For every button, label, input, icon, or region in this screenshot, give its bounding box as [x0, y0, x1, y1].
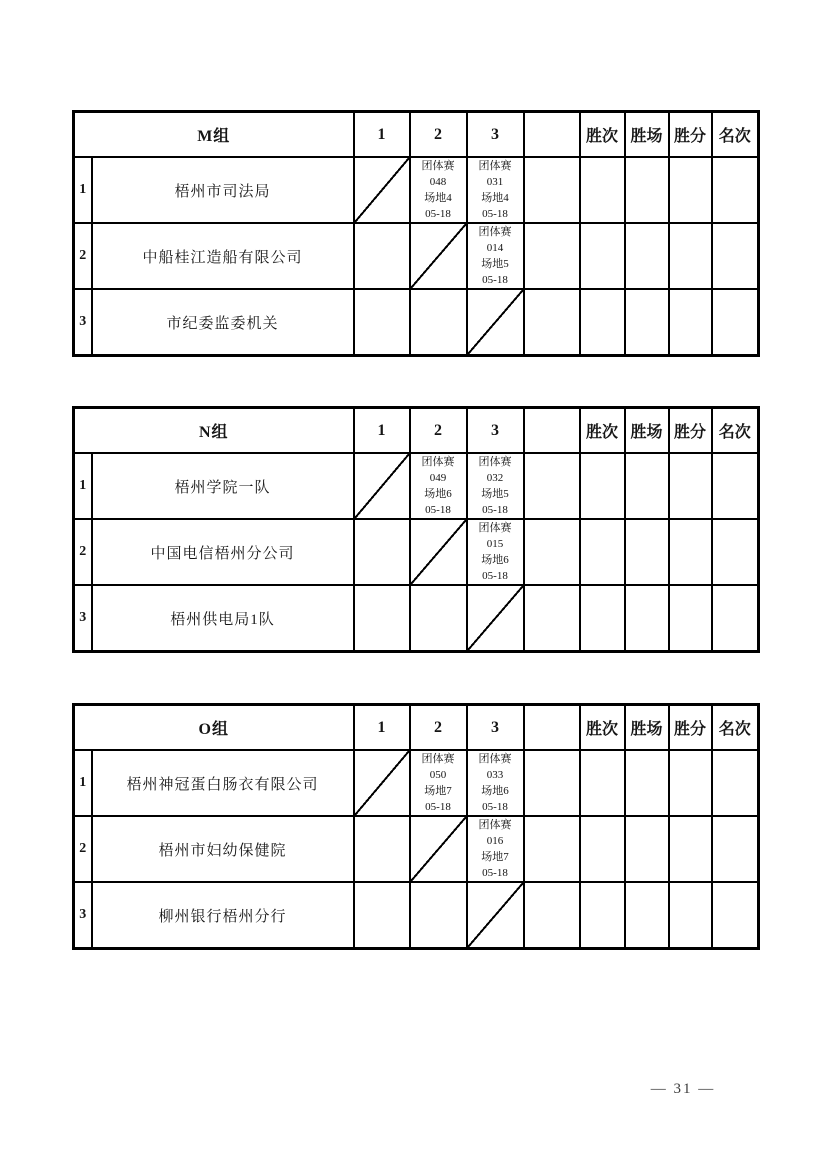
match-info-line: 场地6 [481, 785, 509, 797]
stat-cell-rank [712, 223, 759, 289]
table-row [74, 882, 759, 949]
stat-cell-games [625, 585, 669, 652]
match-info-line: 团体赛 [421, 160, 455, 172]
spacer-cell [524, 289, 580, 356]
spacer-cell [524, 519, 580, 585]
col-header-points: 胜分 [669, 112, 712, 158]
match-info-line: 05-18 [482, 801, 508, 813]
group-table-m [72, 110, 757, 357]
match-info-line: 05-18 [482, 274, 508, 286]
match-info-line: 05-18 [482, 867, 508, 879]
group-table [72, 703, 760, 950]
stat-cell-wins [580, 157, 625, 223]
match-info-line: 团体赛 [478, 753, 512, 765]
col-header-2: 2 [410, 705, 467, 751]
team-name-cell: 中国电信梧州分公司 [92, 519, 354, 585]
stat-cell-points [669, 585, 712, 652]
match-cell [410, 882, 467, 949]
table-row [74, 289, 759, 356]
team-name-cell: 梧州供电局1队 [92, 585, 354, 652]
row-number-cell: 1 [74, 157, 92, 223]
diagonal-cell [354, 157, 410, 223]
match-info-line: 05-18 [482, 570, 508, 582]
diagonal-cell [410, 816, 467, 882]
col-header-wins: 胜次 [580, 408, 625, 454]
stat-cell-games [625, 289, 669, 356]
match-cell [410, 289, 467, 356]
table-row [74, 585, 759, 652]
row-number-cell: 3 [74, 289, 92, 356]
match-info-line: 031 [486, 176, 504, 188]
stat-cell-rank [712, 816, 759, 882]
match-info-line: 05-18 [425, 504, 451, 516]
team-name-cell: 梧州市妇幼保健院 [92, 816, 354, 882]
col-header-3: 3 [467, 408, 524, 454]
diagonal-cell [410, 223, 467, 289]
match-cell [410, 453, 467, 519]
match-cell [354, 882, 410, 949]
row-number-cell: 1 [74, 750, 92, 816]
row-number-cell: 3 [74, 585, 92, 652]
stat-cell-wins [580, 223, 625, 289]
stat-cell-wins [580, 585, 625, 652]
match-cell [410, 157, 467, 223]
match-cell [354, 223, 410, 289]
stat-cell-rank [712, 289, 759, 356]
match-info-line: 团体赛 [478, 160, 512, 172]
table-row [74, 223, 759, 289]
stat-cell-points [669, 519, 712, 585]
group-title: N组 [74, 408, 354, 454]
col-header-games: 胜场 [625, 408, 669, 454]
match-cell [354, 585, 410, 652]
spacer-cell [524, 157, 580, 223]
header-row [74, 705, 759, 751]
stat-cell-points [669, 882, 712, 949]
col-header-rank: 名次 [712, 112, 759, 158]
col-header-1: 1 [354, 705, 410, 751]
match-info-line: 049 [429, 472, 447, 484]
col-header-rank: 名次 [712, 408, 759, 454]
diagonal-cell [467, 585, 524, 652]
stat-cell-points [669, 750, 712, 816]
stat-cell-points [669, 289, 712, 356]
col-header-games: 胜场 [625, 112, 669, 158]
match-info-line: 场地7 [481, 851, 509, 863]
col-header-2: 2 [410, 112, 467, 158]
stat-cell-points [669, 223, 712, 289]
match-cell [354, 816, 410, 882]
stat-cell-rank [712, 157, 759, 223]
match-info-line: 团体赛 [478, 522, 512, 534]
col-header-blank [524, 112, 580, 158]
col-header-wins: 胜次 [580, 705, 625, 751]
col-header-1: 1 [354, 112, 410, 158]
col-header-blank [524, 705, 580, 751]
match-info-line: 05-18 [482, 208, 508, 220]
match-info-line: 场地6 [424, 488, 452, 500]
stat-cell-wins [580, 750, 625, 816]
stat-cell-games [625, 816, 669, 882]
match-cell [354, 519, 410, 585]
diagonal-cell [354, 750, 410, 816]
stat-cell-rank [712, 585, 759, 652]
spacer-cell [524, 453, 580, 519]
col-header-blank [524, 408, 580, 454]
spacer-cell [524, 816, 580, 882]
stat-cell-rank [712, 750, 759, 816]
stat-cell-games [625, 223, 669, 289]
stat-cell-points [669, 816, 712, 882]
match-info-line: 048 [429, 176, 447, 188]
group-table [72, 406, 760, 653]
match-info-line: 05-18 [425, 208, 451, 220]
diagonal-cell [410, 519, 467, 585]
stat-cell-rank [712, 519, 759, 585]
col-header-3: 3 [467, 705, 524, 751]
table-row [74, 519, 759, 585]
match-info-line: 场地4 [481, 192, 509, 204]
table-row [74, 453, 759, 519]
match-cell [410, 750, 467, 816]
group-title: M组 [74, 112, 354, 158]
col-header-3: 3 [467, 112, 524, 158]
match-info-line: 050 [429, 769, 447, 781]
group-table-n [72, 406, 757, 653]
col-header-rank: 名次 [712, 705, 759, 751]
page-number: — 31 — [650, 1081, 716, 1097]
match-info-line: 032 [486, 472, 504, 484]
diagonal-cell [467, 289, 524, 356]
match-info-line: 033 [486, 769, 504, 781]
match-info-line: 场地5 [481, 258, 509, 270]
table-row [74, 750, 759, 816]
stat-cell-games [625, 453, 669, 519]
col-header-games: 胜场 [625, 705, 669, 751]
match-info-line: 团体赛 [421, 753, 455, 765]
match-info-line: 014 [486, 242, 504, 254]
match-info-line: 团体赛 [478, 456, 512, 468]
match-cell [467, 750, 524, 816]
group-table-o [72, 703, 757, 950]
row-number-cell: 1 [74, 453, 92, 519]
group-title: O组 [74, 705, 354, 751]
stat-cell-rank [712, 453, 759, 519]
stat-cell-points [669, 157, 712, 223]
match-info-line: 场地6 [481, 554, 509, 566]
spacer-cell [524, 223, 580, 289]
header-row [74, 112, 759, 158]
team-name-cell: 中船桂江造船有限公司 [92, 223, 354, 289]
team-name-cell: 梧州神冠蛋白肠衣有限公司 [92, 750, 354, 816]
match-cell [467, 157, 524, 223]
group-table [72, 110, 760, 357]
stat-cell-games [625, 882, 669, 949]
match-info-line: 05-18 [482, 504, 508, 516]
match-cell [410, 585, 467, 652]
match-info-line: 05-18 [425, 801, 451, 813]
row-number-cell: 2 [74, 816, 92, 882]
row-number-cell: 2 [74, 519, 92, 585]
match-cell [354, 289, 410, 356]
team-name-cell: 市纪委监委机关 [92, 289, 354, 356]
match-cell [467, 223, 524, 289]
col-header-1: 1 [354, 408, 410, 454]
row-number-cell: 3 [74, 882, 92, 949]
match-info-line: 场地5 [481, 488, 509, 500]
match-info-line: 团体赛 [478, 226, 512, 238]
match-info-line: 015 [486, 538, 504, 550]
row-number-cell: 2 [74, 223, 92, 289]
diagonal-cell [354, 453, 410, 519]
header-row [74, 408, 759, 454]
stat-cell-wins [580, 816, 625, 882]
stat-cell-games [625, 519, 669, 585]
match-info-line: 场地7 [424, 785, 452, 797]
spacer-cell [524, 585, 580, 652]
match-cell [467, 816, 524, 882]
stat-cell-wins [580, 453, 625, 519]
col-header-2: 2 [410, 408, 467, 454]
col-header-points: 胜分 [669, 408, 712, 454]
match-cell [467, 519, 524, 585]
table-row [74, 157, 759, 223]
match-info-line: 016 [486, 835, 504, 847]
stat-cell-wins [580, 882, 625, 949]
stat-cell-wins [580, 289, 625, 356]
team-name-cell: 梧州市司法局 [92, 157, 354, 223]
team-name-cell: 梧州学院一队 [92, 453, 354, 519]
stat-cell-wins [580, 519, 625, 585]
diagonal-cell [467, 882, 524, 949]
table-row [74, 816, 759, 882]
spacer-cell [524, 750, 580, 816]
col-header-wins: 胜次 [580, 112, 625, 158]
stat-cell-points [669, 453, 712, 519]
stat-cell-games [625, 157, 669, 223]
stat-cell-rank [712, 882, 759, 949]
team-name-cell: 柳州银行梧州分行 [92, 882, 354, 949]
spacer-cell [524, 882, 580, 949]
match-info-line: 团体赛 [421, 456, 455, 468]
col-header-points: 胜分 [669, 705, 712, 751]
match-info-line: 场地4 [424, 192, 452, 204]
match-info-line: 团体赛 [478, 819, 512, 831]
match-cell [467, 453, 524, 519]
stat-cell-games [625, 750, 669, 816]
